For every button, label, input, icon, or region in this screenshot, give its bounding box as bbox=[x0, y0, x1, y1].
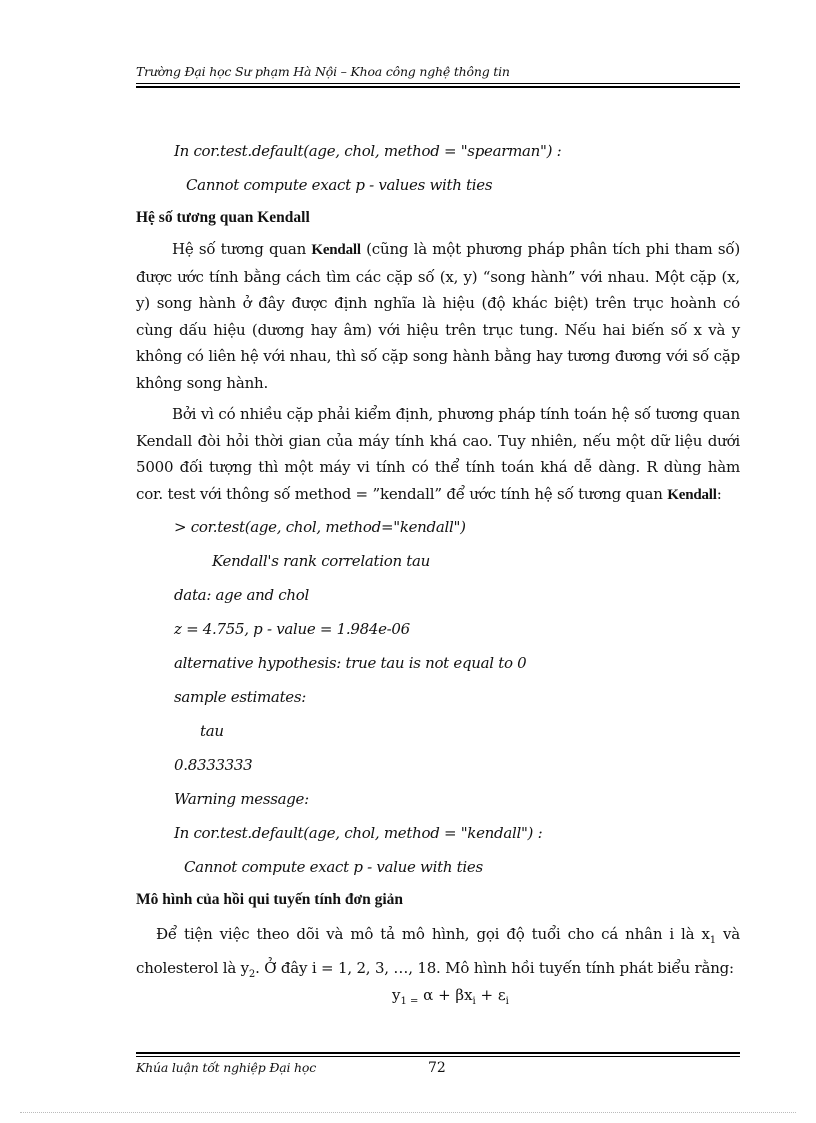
kendall-warning-line-1: In cor.test.default(age, chol, method = "kendall") : bbox=[174, 824, 543, 842]
page-number: 72 bbox=[428, 1060, 446, 1076]
spearman-warning-line-2: Cannot compute exact p - values with ties bbox=[186, 176, 493, 194]
kendall-paragraph-2: Bởi vì có nhiều cặp phải kiểm định, phương pháp tính toán hệ số tương quan Kendall đòi hỏi thời gian của máy tính khá cao. Tuy nhiên, nếu một dữ liệu dưới 5000 đối tượng thì một máy vi tính có thể tính toán khá dễ dàng. R dùng hàm cor. test với thông số method = ”kendall” để ước tính hệ số tương quan Kendall: bbox=[136, 405, 740, 503]
header-rule-thick bbox=[136, 86, 740, 88]
kendall-data-line: data: age and chol bbox=[174, 586, 309, 604]
spearman-warning-line-1: In cor.test.default(age, chol, method = "spearman") : bbox=[174, 142, 562, 160]
kendall-command: > cor.test(age, chol, method="kendall") bbox=[174, 518, 466, 536]
kendall-warning-line-2: Cannot compute exact p - value with ties bbox=[184, 858, 483, 876]
kendall-paragraph-1: Hệ số tương quan Kendall (cũng là một phương pháp phân tích phi tham số) được ước tính bằng cách tìm các cặp số (x, y) “song hành” với nhau. Một cặp (x, y) song hành ở đây được định nghĩa là hiệu (độ khác biệt) trên trục hoành có cùng dấu hiệu (dương hay âm) với hiệu trên trục tung. Nếu hai biến số x và y không có liên hệ với nhau, thì số cặp song hành bằng hay tương đương với số cặp không song hành. bbox=[136, 240, 741, 392]
kendall-warning-label: Warning message: bbox=[174, 790, 309, 808]
regression-paragraph: Để tiện việc theo dõi và mô tả mô hình, gọi độ tuổi cho cá nhân i là $x_1$ và cholesterol là $y_2$. Ở đây i = 1, 2, 3, …, 18. Mô hình hồi tuyến tính phát biểu rằng: bbox=[136, 925, 740, 980]
kendall-estimate-name: tau bbox=[200, 722, 224, 740]
regression-heading: Mô hình của hồi qui tuyến tính đơn giản bbox=[136, 891, 404, 908]
regression-formula: $y_{1 =}$ $\alpha + \beta x_i + \varepsilon_i$ bbox=[392, 986, 509, 1007]
footer-rule-thin bbox=[136, 1056, 740, 1057]
header-rule-thin bbox=[136, 83, 740, 84]
kendall-estimates-label: sample estimates: bbox=[174, 688, 307, 706]
kendall-stat-line: z = 4.755, p - value = 1.984e-06 bbox=[174, 620, 410, 638]
page-bottom-dotted-edge bbox=[20, 1112, 796, 1113]
kendall-alternative-line: alternative hypothesis: true tau is not equal to 0 bbox=[174, 654, 527, 672]
page-header: Trường Đại học Sư phạm Hà Nội – Khoa công nghệ thông tin bbox=[136, 64, 510, 79]
kendall-heading: Hệ số tương quan Kendall bbox=[136, 209, 310, 226]
kendall-estimate-value: 0.8333333 bbox=[174, 756, 253, 774]
kendall-output-title: Kendall's rank correlation tau bbox=[212, 552, 431, 570]
footer-rule-thick bbox=[136, 1052, 740, 1054]
page-footer: Khúa luận tốt nghiệp Đại học bbox=[136, 1060, 317, 1075]
